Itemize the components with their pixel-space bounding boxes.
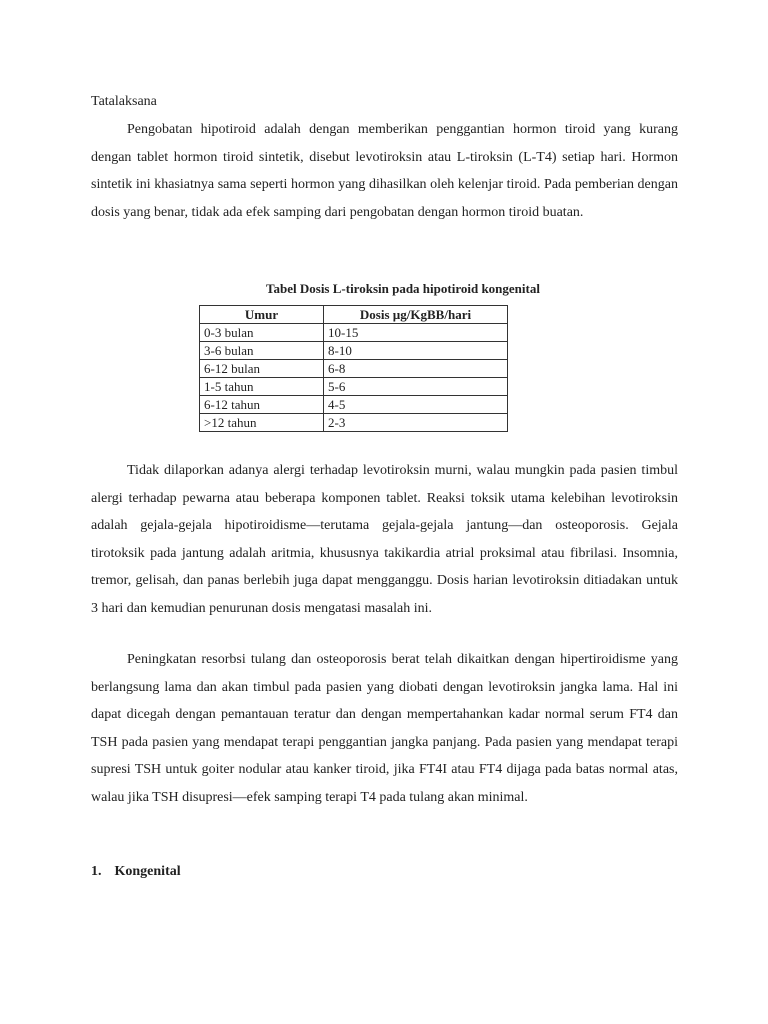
- table-title: Tabel Dosis L-tiroksin pada hipotiroid kongenital: [266, 281, 540, 296]
- dose-cell: 4-5: [324, 396, 508, 414]
- dose-cell: 8-10: [324, 342, 508, 360]
- table-row: [200, 396, 508, 414]
- dose-cell: 6-8: [324, 360, 508, 378]
- age-cell: 3-6 bulan: [200, 342, 324, 360]
- paragraph-osteoporosis: Peningkatan resorbsi tulang dan osteoporosis berat telah dikaitkan dengan hipertiroidisme yang berlangsung lama dan akan timbul pada pasien yang diobati dengan levotiroksin jangka lama. Hal ini dapat dicegah dengan pemantauan teratur dan dengan mempertahankan kadar normal serum FT4 dan TSH pada pasien yang mendapat terapi penggantian jangka panjang. Pada pasien yang mendapat terapi supresi TSH untuk goiter nodular atau kanker tiroid, jika FT4I atau FT4 dijaga pada batas normal atas, walau jika TSH disupresi—efek samping terapi T4 pada tulang akan minimal.: [91, 652, 678, 805]
- age-cell: 0-3 bulan: [200, 324, 324, 342]
- dose-table: [199, 305, 508, 432]
- age-cell: 6-12 bulan: [200, 360, 324, 378]
- section-label: Kongenital: [114, 864, 181, 879]
- dose-cell: 10-15: [324, 324, 508, 342]
- dose-cell: 5-6: [324, 378, 508, 396]
- section-title: [91, 863, 181, 881]
- column-header-dose: Dosis µg/KgBB/hari: [324, 306, 508, 324]
- age-cell: >12 tahun: [200, 414, 324, 432]
- section-number: 1.: [91, 864, 102, 879]
- table-row: [200, 342, 508, 360]
- age-cell: 1-5 tahun: [200, 378, 324, 396]
- paragraph-allergy: Tidak dilaporkan adanya alergi terhadap levotiroksin murni, walau mungkin pada pasien timbul alergi terhadap pewarna atau beberapa komponen tablet. Reaksi toksik utama kelebihan levotiroksin adalah gejala-gejala hipotiroidisme—terutama gejala-gejala jantung—dan osteoporosis. Gejala tirotoksik pada jantung adalah aritmia, khususnya takikardia atrial proksimal atau fibrilasi. Insomnia, tremor, gelisah, dan panas berlebih juga dapat mengganggu. Dosis harian levotiroksin ditiadakan untuk 3 hari dan kemudian penurunan dosis mengatasi masalah ini.: [91, 463, 678, 616]
- table-row: [200, 378, 508, 396]
- column-header-age: Umur: [200, 306, 324, 324]
- table-header-row: [200, 306, 508, 324]
- table-row: [200, 360, 508, 378]
- table-row: [200, 324, 508, 342]
- dose-cell: 2-3: [324, 414, 508, 432]
- section-heading: Tatalaksana: [91, 94, 157, 109]
- table-row: [200, 414, 508, 432]
- paragraph-treatment: Pengobatan hipotiroid adalah dengan memberikan penggantian hormon tiroid yang kurang dengan tablet hormon tiroid sintetik, disebut levotiroksin atau L-tiroksin (L-T4) setiap hari. Hormon sintetik ini khasiatnya sama seperti hormon yang dihasilkan oleh kelenjar tiroid. Pada pemberian dengan dosis yang benar, tidak ada efek samping dari pengobatan dengan hormon tiroid buatan.: [91, 122, 678, 220]
- age-cell: 6-12 tahun: [200, 396, 324, 414]
